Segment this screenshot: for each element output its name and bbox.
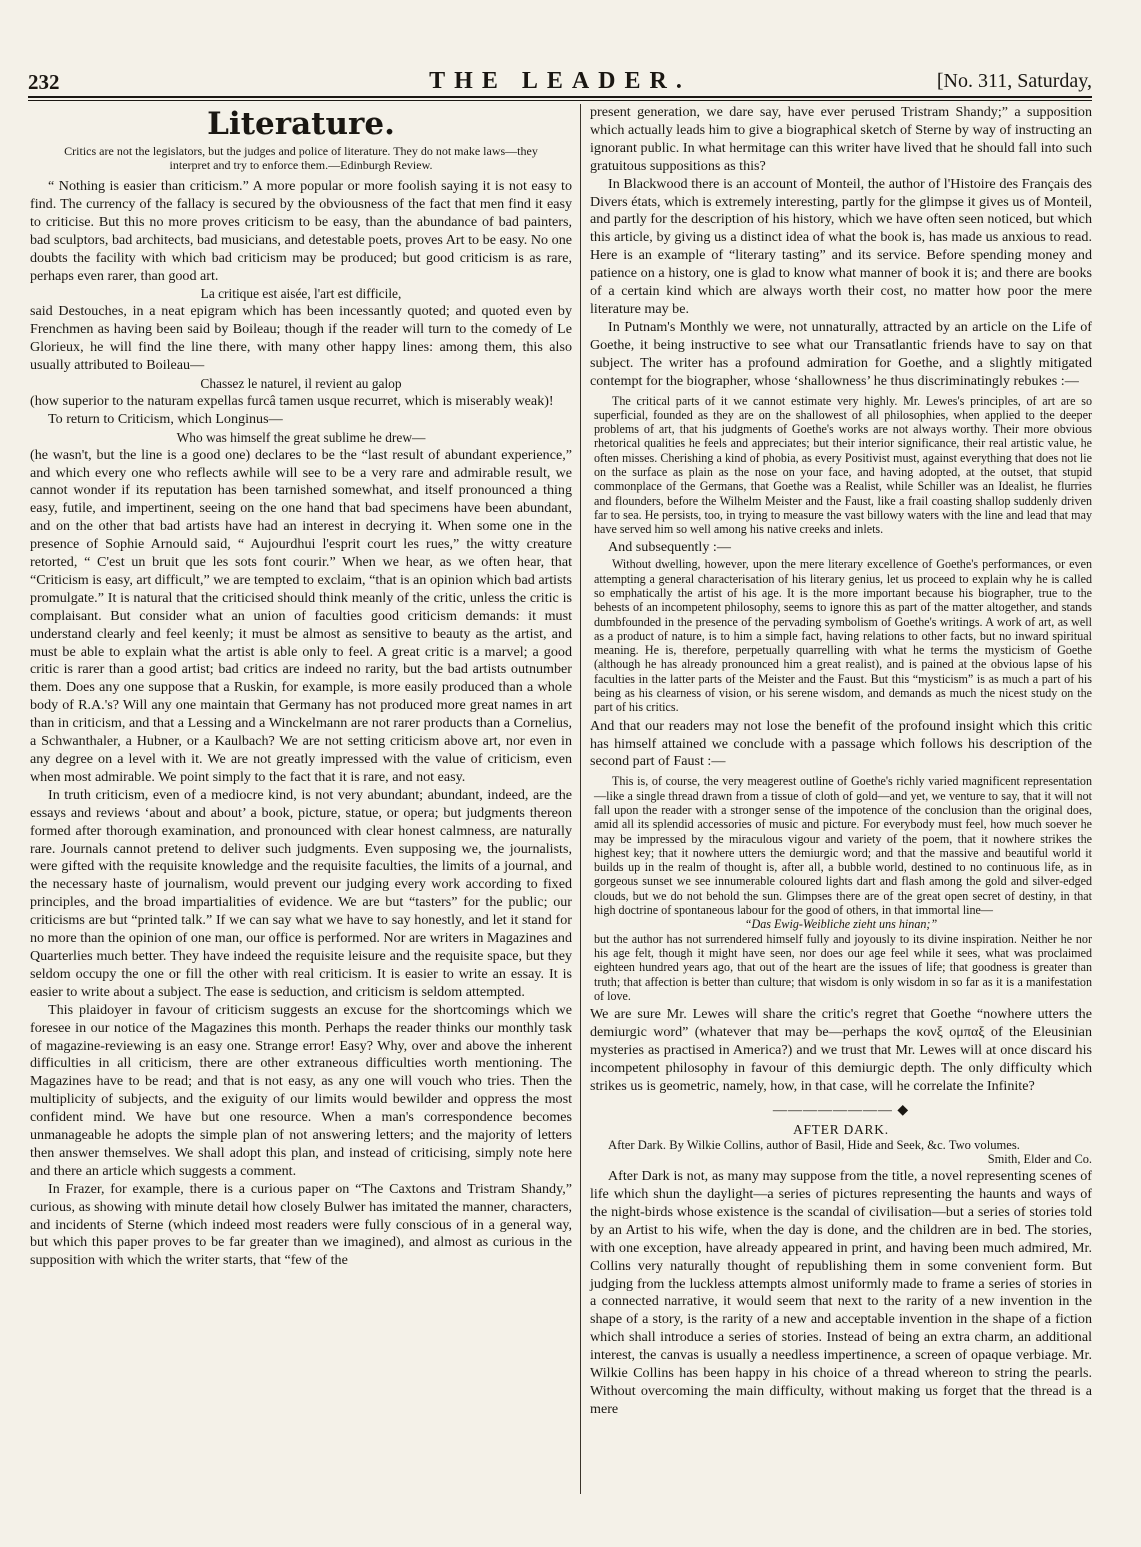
paragraph: And that our readers may not lose the benefit of the profound insight which this critic has himself attained we conclude with a passage which follows his description of the second part of Faust :— <box>590 717 1092 770</box>
paragraph: In Frazer, for example, there is a curious paper on “The Caxtons and Tristram Shandy,” curious, as showing with minute detail how closely Bulwer has imitated the manner, characters, and incidents of Sterne (which indeed most readers were fully conscious of in a general way, but which this paper proves to be far greater than we imagined), and almost as curious in the supposition with which the writer starts, that “few of the <box>30 1180 572 1269</box>
review-title: AFTER DARK. <box>793 1121 889 1137</box>
review-imprint: Smith, Elder and Co. <box>987 1152 1092 1167</box>
newspaper-title: THE LEADER. <box>429 68 691 94</box>
section-title: Literature. <box>207 106 395 142</box>
issue-info: [No. 311, Saturday, <box>936 70 1092 92</box>
paragraph: present generation, we dare say, have ever perused Tristram Shandy;” a supposition which actually leads him to give a biographical sketch of Sterne by way of instructing an ignorant public. In what hermitage can this writer have lived that he should fall into such gratuitous suppositions as this? <box>590 104 1092 174</box>
masthead-rule <box>28 96 1092 98</box>
review-bibliography: After Dark. By Wilkie Collins, author of Basil, Hide and Seek, &c. Two volumes. <box>608 1137 1020 1152</box>
quoted-verse: “Das Ewig-Weibliche zieht uns hinan;” <box>744 917 938 932</box>
paragraph: And subsequently :— <box>608 539 731 556</box>
block-quote: The critical parts of it we cannot estimate very highly. Mr. Lewes's principles, of art are so superficial, founded as they are on the shallowest of all philosophies, when applied to the deeper problems of art, that his judgments of Goethe's works are not always worthy. Their more obvious rhetorical qualities he feels and appreciates; but their interior significance, their real artistic value, he often misses. Cherishing a kind of phobia, as every Positivist must, against everything that does not lie on the surface as plain as the nose on your face, and having adopted, at the outset, that stupid commonplace of the Germans, that Goethe was a Realist, while Schiller was an Idealist, he flurries and flounders, before the Wilhelm Meister and the Faust, like a frail coasting shallop suddenly driven far to sea. He persists, too, in trying to measure the vast billowy waters with the line and lead that may have served him so well among his native creeks and inlets. <box>594 393 1092 537</box>
paragraph: To return to Criticism, which Longinus— <box>48 410 283 427</box>
paragraph: In Blackwood there is an account of Monteil, the author of l'Histoire des Français des Divers états, which is extremely interesting, partly for the glimpse it gives us of Monteil, and partly for the description of his history, which we have often seen noticed, but which this article, by giving us a distinct idea of what the book is, has made us anxious to read. Here is an example of “literary tasting” and its service. Before spending money and patience on a history, one is glad to know what manner of book it is; and there are books of a certain kind which are always worth their cost, no matter how poor the mere literature may be. <box>590 175 1092 317</box>
page-number: 232 <box>28 70 60 94</box>
paragraph: In truth criticism, even of a mediocre kind, is not very abundant; abundant, indeed, are the essays and reviews ‘about and about’ a book, picture, statue, or opera; but judgments thereon formed after thorough examination, and pronounced with clear honest calmness, are naturally rare. Journals cannot pretend to deliver such judgments. Even supposing we, the journalists, were gifted with the requisite knowledge and the requisite faculties, the limits of a journal, and the necessary haste of journalism, would prevent our judging every work according to fixed principles, and the broad impartialities of evidence. We are but “tasters” for the public; our criticisms are but “printed talk.” If we can say what we have to say honestly, and let it stand for no more than the opinion of one man, our office is performed. Nor are writers in Magazines and Quarterlies much better. They have indeed the requisite leisure and the requisite space, but they seldom occupy the one or fill the other with real criticism. It is easier to write an essay. It is easier to write about a subject. The ease is seduction, and criticism is seldom attempted. <box>30 786 572 1000</box>
paragraph: This plaidoyer in favour of criticism suggests an excuse for the shortcomings which we foresee in our notice of the Magazines this month. Perhaps the reader thinks our monthly task of magazine-reviewing is an easy one. Strange error! Easy? Why, over and above the inherent difficulties in all criticism, there are other extraneous difficulties worth mentioning. The Magazines have to be read; and that is not easy, as any one will vouch who tries. Then the multiplicity of subjects, and the exiguity of our limits would bewilder and oppress the most confident mind. We have but one resource. When a man's correspondence becomes unmanageable he adopts the simple plan of not answering letters; and the majority of letters then answer themselves. We shall adopt this plan, and instead of criticising, simply note here and there an article which suggests a comment. <box>30 1001 572 1179</box>
verse-line: La critique est aisée, l'art est difficile, <box>200 286 402 302</box>
paragraph: (how superior to the naturam expellas furcâ tamen usque recurret, which is miserably weak)! <box>30 392 554 409</box>
paragraph: “ Nothing is easier than criticism.” A more popular or more foolish saying it is not easy to find. The currency of the fallacy is secured by the obviousness of the fact that men find it easy to criticise. But this no more proves criticism to be easy, than the abundance of bad painters, bad sculptors, bad architects, bad musicians, and detestable poets, proves Art to be easy. No one doubts the facility with which bad criticism may be produced; but good criticism is as rare, perhaps even rarer, than good art. <box>30 178 572 284</box>
right-column <box>590 104 1092 1419</box>
paragraph: said Destouches, in a neat epigram which has been incessantly quoted; and quoted even by Frenchmen as having been said by Boileau; though if the reader will turn to the comedy of Le Glorieux, he will find the line there, with many other happy lines: among them, this also usually attributed to Boileau— <box>30 303 572 374</box>
block-quote: This is, of course, the very meagerest outline of Goethe's richly varied magnificent representation—like a single thread drawn from a tissue of cloth of gold—and yet, we venture to say, that it will not fall upon the reader with a stronger sense of the impotence of the conclusion than the original does, amid all its splendid accessories of music and picture. For everybody must feel, how much soever he may be impressed by the miraculous vigour and variety of the poem, that it nowhere strikes the highest key; that it nowhere utters the demiurgic word; and that the massive and beautiful world it builds up in the realm of thought is, after all, a bubble world, destined to no continuous life, as in gorgeous sunset we see innumerable coloured lights dart and flash among the gold and silver-edged clouds, but we do not behold the sun. Glimpses there are of the great open secret of destiny, in that high doctrine of spontaneous labour for the good of others, in that immortal line— <box>594 774 1092 918</box>
paragraph: After Dark is not, as many may suppose from the title, a novel representing scenes of life which shun the daylight—a series of pictures representing the haunts and ways of the night-birds whose existence is the scandal of civilisation—but a series of stories told by an Artist to his wife, when the day is done, and the children are in bed. The stories, with one exception, have already appeared in print, and having been much admired, Mr. Collins very naturally thought of republishing them in some convenient form. But judging from the luckless attempts almost uniformly made to frame a series of stories in a connected narrative, it would seem that next to the rarity of a new invention in the shape of a story, is the rarity of a new and acceptable invention in the shape of a fiction which shall introduce a series of stories. Instead of being an extra charm, an additional interest, the canvas is usually a needless impertinence, a screen of opaque verbiage. Mr. Wilkie Collins has been happy in his choice of a thread whereon to string the pearls. Without overcoming the main difficulty, without making us forget that the thread is a mere <box>590 1168 1092 1417</box>
block-quote: but the author has not surrendered himself fully and joyously to its divine inspiration. Neither he nor his age felt, though it might have seen, nor does our age feel while it sees, what was proclaimed eighteen hundred years ago, that out of the heart are the issues of life; that goodness is greater than truth; that affection is better than culture; that wisdom is only wisdom in so far as it is a manifestation of love. <box>594 931 1092 1003</box>
verse-line: Who was himself the great sublime he drew— <box>176 429 426 445</box>
masthead <box>28 66 1092 100</box>
verse-line: Chassez le naturel, il revient au galop <box>200 375 402 391</box>
left-column <box>30 104 572 1270</box>
section-separator: ———————— ◆ <box>772 1102 910 1118</box>
paragraph: We are sure Mr. Lewes will share the critic's regret that Goethe “nowhere utters the demiurgic word” (whatever that may be—perhaps the κονξ ομπαξ of the Eleusinian mysteries as practised in America?) and we trust that Mr. Lewes will at once discard his incompetent philosophy in favour of this demiurgic depth. The only difficulty which strikes us is geometric, namely, how, in that case, will he correlate the Infinite? <box>590 1006 1092 1094</box>
column-divider <box>580 104 581 1494</box>
paragraph: (he wasn't, but the line is a good one) declares to be the “last result of abundant experience,” and which every one who reflects awhile will see to be a very rare and admirable result, we cannot wonder if its reputation has been tarnished somewhat, and itself pronounced a thing easy, futile, and impertinent, seeing on the one hand that bad specimens have been abundant, and on the other that bad artists have had an interest in decrying it. When some one in the presence of Sophie Arnould said, “ Aujourdhui l'esprit court les rues,” the witty creature retorted, “ C'est un bruit que les sots font courir.” When we hear, as we often hear, that “Criticism is easy, art difficult,” we are tempted to exclaim, “that is an opinion which bad artists promulgate.” It is natural that the criticised should think meanly of the critic, unless the critic is complaisant. But consider what an union of faculties good criticism demands: it must understand clearly and feel keenly; it must be almost as sensitive to beauty as the artist, and must be able to explain what the artist is able only to feel. A great critic is a marvel; a good critic is rarer than a good artist; bad critics are indeed no rarity, but the bad artists outnumber them. Does any one suppose that a Ruskin, for example, is more easily produced than a whole body of R.A.'s? Will any one maintain that Germany has not produced more great names in art than in criticism, and that a Lessing and a Winckelmann are not rarer products than a Cornelius, a Schwanthaler, a Hubner, or a Kaulbach? We are not setting criticism above art, nor even in any degree on a level with it. We are not greatly impressed with the value of criticism, even when most admirable. We point simply to the fact that it is rare, and not easy. <box>30 446 572 785</box>
section-motto: Critics are not the legislators, but the judges and police of literature. They do not make laws—they interpret and try to enforce them.—Edinburgh Review. <box>64 144 538 172</box>
block-quote: Without dwelling, however, upon the mere literary excellence of Goethe's performances, or even attempting a general characterisation of his literary genius, let us proceed to explain why he is called so emphatically the artist of his age. It is the more important because his biographer, true to the behests of an incompetent philosophy, seems to ignore this as part of the matter altogether, and stands dumbfounded in the presence of the pervading symbolism of Goethe's writings. A work of art, as well as a product of nature, is to him a simple fact, having relations to other facts, but no inward spiritual meaning. He is, therefore, perpetually quarrelling with what he terms the mysticism of Goethe (although he has already pronounced him a great realist), and is pained at the obvious lapse of his faculties in the latter parts of the Meister and the Faust. But this “mysticism” is as much a part of his being as his clearness of vision, or his serene wisdom, and demands as much the nicest study on the part of his critics. <box>594 557 1092 715</box>
masthead-rule-thin <box>28 100 1092 101</box>
paragraph: In Putnam's Monthly we were, not unnaturally, attracted by an article on the Life of Goethe, it being instructive to see what our Transatlantic friends have to say on that subject. The writer has a profound admiration for Goethe, and a slightly mitigated contempt for the biographer, whose ‘shallowness’ he thus discriminatingly rebukes :— <box>590 318 1092 389</box>
